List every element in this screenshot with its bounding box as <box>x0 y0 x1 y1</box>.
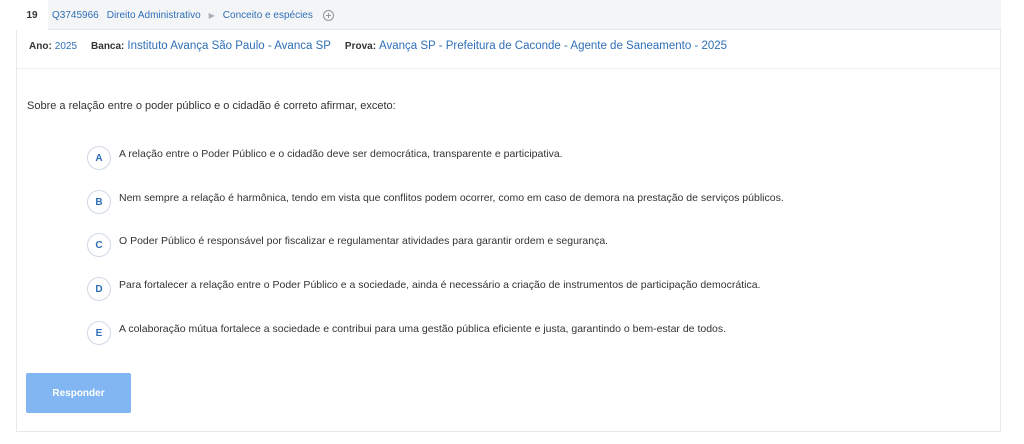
option-text-a[interactable]: A relação entre o Poder Público e o cidadão deve ser democrática, transparente e participativa. <box>119 148 563 160</box>
option-text-c[interactable]: O Poder Público é responsável por fiscalizar e regulamentar atividades para garantir ordem e segurança. <box>119 235 609 247</box>
breadcrumb <box>52 0 334 30</box>
option-text-b[interactable]: Nem sempre a relação é harmônica, tendo em vista que conflitos podem ocorrer, como em caso de demora na prestação de serviços públicos. <box>119 192 784 204</box>
banca-label: Banca: <box>91 41 125 52</box>
option-letter-b[interactable]: B <box>87 190 111 214</box>
banca-link[interactable]: Instituto Avança São Paulo - Avanca SP <box>127 40 331 52</box>
question-number: 19 <box>16 0 48 30</box>
question-header <box>16 0 1001 30</box>
alternative-a[interactable] <box>87 146 563 170</box>
ano-label: Ano: <box>29 41 52 52</box>
chevron-right-icon: ▶ <box>208 10 215 20</box>
question-meta <box>29 40 741 52</box>
subject-link[interactable]: Direito Administrativo <box>106 9 201 21</box>
question-card <box>16 0 1001 432</box>
alternative-c[interactable] <box>87 233 608 257</box>
alternative-e[interactable] <box>87 321 726 345</box>
question-code-link[interactable]: Q3745966 <box>52 9 99 21</box>
question-stem: Sobre a relação entre o poder público e o cidadão é correto afirmar, exceto: <box>27 100 396 112</box>
divider <box>17 68 1000 69</box>
option-letter-c[interactable]: C <box>87 233 111 257</box>
option-letter-a[interactable]: A <box>87 146 111 170</box>
plus-circle-icon[interactable] <box>323 10 334 21</box>
option-letter-d[interactable]: D <box>87 277 111 301</box>
alternative-b[interactable] <box>87 190 784 214</box>
alternative-d[interactable] <box>87 277 760 301</box>
topic-link[interactable]: Conceito e espécies <box>222 9 313 21</box>
option-text-d[interactable]: Para fortalecer a relação entre o Poder Público e a sociedade, ainda é necessário a criação de instrumentos de participação democrática. <box>119 279 761 291</box>
option-letter-e[interactable]: E <box>87 321 111 345</box>
option-text-e[interactable]: A colaboração mútua fortalece a sociedade e contribui para uma gestão pública eficiente e justa, garantindo o bem-estar de todos. <box>119 323 727 335</box>
prova-label: Prova: <box>344 41 377 52</box>
prova-link[interactable]: Avança SP - Prefeitura de Caconde - Agente de Saneamento - 2025 <box>379 40 728 52</box>
answer-button[interactable]: Responder <box>26 373 131 413</box>
ano-link[interactable]: 2025 <box>54 41 78 52</box>
